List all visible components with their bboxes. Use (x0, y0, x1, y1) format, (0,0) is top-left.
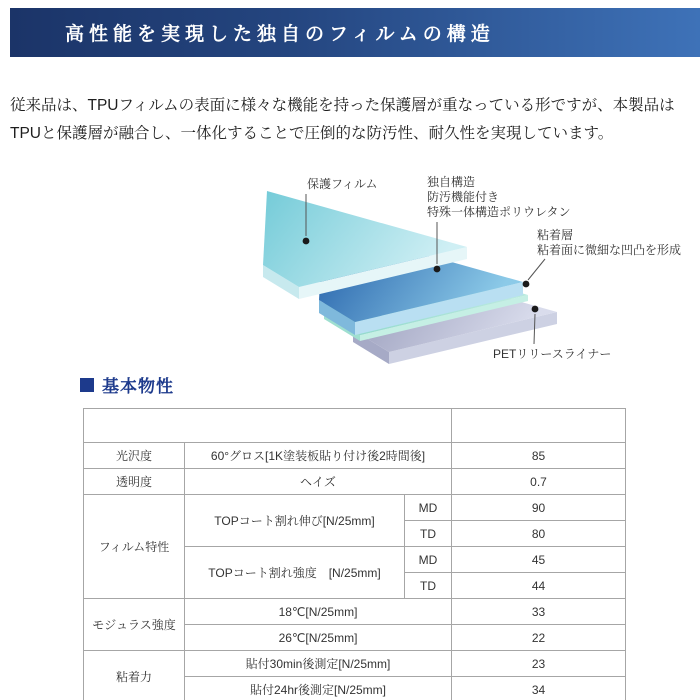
direction-cell: MD (405, 547, 452, 573)
value-cell: 90 (452, 495, 626, 521)
direction-cell: MD (405, 495, 452, 521)
value-cell: 0.7 (452, 469, 626, 495)
layer-label-adhesive-line1: 粘着層 (537, 228, 574, 242)
value-cell: 45 (452, 547, 626, 573)
value-cell: 23 (452, 651, 626, 677)
table-row (84, 443, 626, 469)
layer-label-structure-line2: 防汚機能付き (427, 190, 500, 204)
leader-line (528, 259, 545, 280)
marker-dot (303, 238, 310, 245)
value-cell: 85 (452, 443, 626, 469)
film-structure-diagram (0, 170, 700, 375)
header-band (10, 8, 700, 57)
table-row (84, 599, 626, 625)
marker-dot (532, 306, 539, 313)
marker-dot (434, 266, 441, 273)
table-row (84, 495, 626, 521)
direction-cell: TD (405, 521, 452, 547)
test-desc-cell: 貼付24hr後測定[N/25mm] (185, 677, 452, 700)
property-cell: モジュラス強度 (84, 599, 185, 651)
section-marker-square-icon (80, 378, 94, 392)
value-cell: 22 (452, 625, 626, 651)
layer-label-structure-line1: 独自構造 (427, 175, 476, 189)
test-desc-cell: 60°グロス[1K塗装板貼り付け後2時間後] (185, 443, 452, 469)
test-desc-cell: 貼付30min後測定[N/25mm] (185, 651, 452, 677)
layer-label-protective-film: 保護フィルム (307, 177, 378, 191)
test-desc-cell: 26℃[N/25mm] (185, 625, 452, 651)
property-cell: 透明度 (84, 469, 185, 495)
section-heading (80, 372, 174, 397)
property-cell: 光沢度 (84, 443, 185, 469)
intro-paragraph: 従来品は、TPUフィルムの表面に様々な機能を持った保護層が重なっている形ですが、本製品はTPUと保護層が融合し、一体化することで圧倒的な防汚性、耐久性を実現しています。 (10, 96, 675, 143)
table-row (84, 469, 626, 495)
value-cell: 34 (452, 677, 626, 700)
page-title: 高性能を実現した独自のフィルムの構造 (65, 23, 495, 45)
value-cell: 33 (452, 599, 626, 625)
test-desc-cell: TOPコート割れ伸び[N/25mm] (185, 495, 405, 547)
test-desc-cell: TOPコート割れ強度 [N/25mm] (185, 547, 405, 599)
value-cell: 80 (452, 521, 626, 547)
table-header-row (84, 409, 626, 443)
section-title: 基本物性 (102, 377, 174, 396)
property-cell: 粘着力 (84, 651, 185, 700)
layer-label-pet-liner: PETリリースライナー (493, 347, 612, 361)
direction-cell: TD (405, 573, 452, 599)
diagonal-header-cell (84, 409, 452, 443)
test-desc-cell: ヘイズ (185, 469, 452, 495)
value-cell: 44 (452, 573, 626, 599)
spec-table (83, 408, 626, 700)
table-row (84, 651, 626, 677)
product-column-header: ECHELON Headlight PPF (452, 409, 626, 443)
layer-label-structure-line3: 特殊一体構造ポリウレタン (427, 205, 571, 219)
marker-dot (523, 281, 530, 288)
property-cell: フィルム特性 (84, 495, 185, 599)
test-desc-cell: 18℃[N/25mm] (185, 599, 452, 625)
layer-label-adhesive-line2: 粘着面に微細な凹凸を形成 (537, 243, 682, 257)
